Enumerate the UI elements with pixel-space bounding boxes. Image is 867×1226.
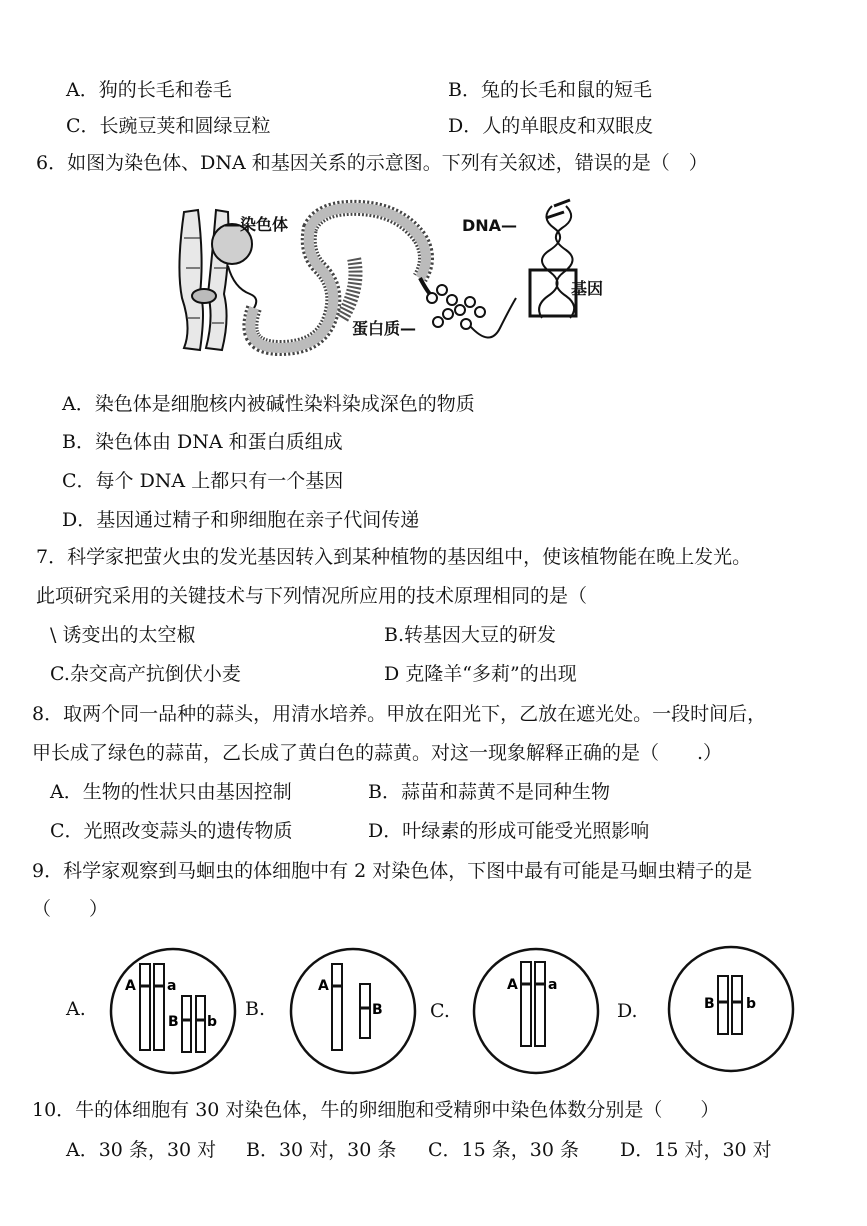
q6-option-b: B．染色体由 DNA 和蛋白质组成: [62, 431, 343, 453]
q5-option-c: C．长豌豆荚和圆绿豆粒: [66, 115, 271, 137]
q7-option-b: B.转基因大豆的研发: [384, 624, 557, 646]
label-chromosome: —染色体: [224, 215, 289, 234]
cell-a-label-a: a: [167, 978, 177, 994]
cell-c-label-A: A: [507, 977, 518, 993]
q10-option-b: B．30 对，30 条: [246, 1139, 397, 1161]
cell-a-label-A: A: [125, 978, 136, 994]
cell-d-label-B: B: [704, 996, 715, 1012]
q10-option-a: A．30 条，30 对: [66, 1139, 217, 1161]
q8-option-b: B．蒜苗和蒜黄不是同种生物: [368, 781, 610, 803]
q9-option-a-letter: A.: [66, 998, 86, 1020]
q10-option-c: C．15 条，30 条: [428, 1139, 579, 1161]
q6-option-a: A．染色体是细胞核内被碱性染料染成深色的物质: [62, 393, 475, 415]
q9-stem-line2: （ ）: [32, 898, 109, 920]
q5-option-b: B．兔的长毛和鼠的短毛: [448, 79, 652, 101]
q5-option-a: A．狗的长毛和卷毛: [66, 79, 232, 101]
q7-option-a: \ 诱变出的太空椒: [50, 624, 196, 646]
q6-stem: 6．如图为染色体、DNA 和基因关系的示意图。下列有关叙述，错误的是（ ）: [36, 152, 708, 174]
q7-stem-line2: 此项研究采用的关键技术与下列情况所应用的技术原理相同的是（: [36, 585, 588, 607]
cell-b-diagram: [288, 946, 418, 1076]
cell-d-label-b: b: [746, 996, 757, 1012]
q9-option-c-letter: C.: [430, 1000, 450, 1022]
q9-option-b-letter: B.: [245, 998, 266, 1020]
label-dna: DNA—: [462, 216, 518, 235]
dna-helix-drawing: [530, 200, 576, 318]
q8-stem-line2: 甲长成了绿色的蒜苗，乙长成了黄白色的蒜黄。对这一现象解释正确的是（ .）: [32, 742, 723, 764]
q6-option-c: C．每个 DNA 上都只有一个基因: [62, 470, 344, 492]
cell-a-label-b: b: [207, 1014, 218, 1030]
cell-d-diagram: [666, 944, 796, 1074]
q9-stem-line1: 9．科学家观察到马蛔虫的体细胞中有 2 对染色体，下图中最有可能是马蛔虫精子的是: [32, 860, 753, 882]
q6-option-d: D．基因通过精子和卵细胞在亲子代间传递: [62, 509, 420, 531]
cell-c-label-a: a: [548, 977, 558, 993]
cell-b-label-A: A: [318, 978, 329, 994]
label-gene: 基因: [571, 279, 604, 298]
q8-option-a: A．生物的性状只由基因控制: [50, 781, 292, 803]
cell-a-label-B: B: [168, 1014, 179, 1030]
protein-beads-drawing: [427, 285, 485, 329]
q7-option-d: D 克隆羊“多莉”的出现: [384, 663, 577, 685]
q7-stem-line1: 7．科学家把萤火虫的发光基因转入到某种植物的基因组中，使该植物能在晚上发光。: [36, 546, 752, 568]
q8-option-c: C．光照改变蒜头的遗传物质: [50, 820, 293, 842]
q7-option-c: C.杂交高产抗倒伏小麦: [50, 663, 241, 685]
cell-b-label-B: B: [372, 1002, 383, 1018]
cell-c-diagram: [471, 946, 601, 1076]
q10-stem: 10．牛的体细胞有 30 对染色体，牛的卵细胞和受精卵中染色体数分别是（ ）: [32, 1099, 720, 1121]
q5-option-d: D．人的单眼皮和双眼皮: [448, 115, 654, 137]
q8-stem-line1: 8．取两个同一品种的蒜头，用清水培养。甲放在阳光下，乙放在遮光处。一段时间后，: [32, 703, 767, 725]
q9-option-d-letter: D.: [617, 1000, 638, 1022]
label-protein: 蛋白质—: [352, 319, 417, 338]
cell-a-diagram: [108, 946, 238, 1076]
q8-option-d: D．叶绿素的形成可能受光照影响: [368, 820, 650, 842]
q10-option-d: D．15 对，30 对: [620, 1139, 772, 1161]
